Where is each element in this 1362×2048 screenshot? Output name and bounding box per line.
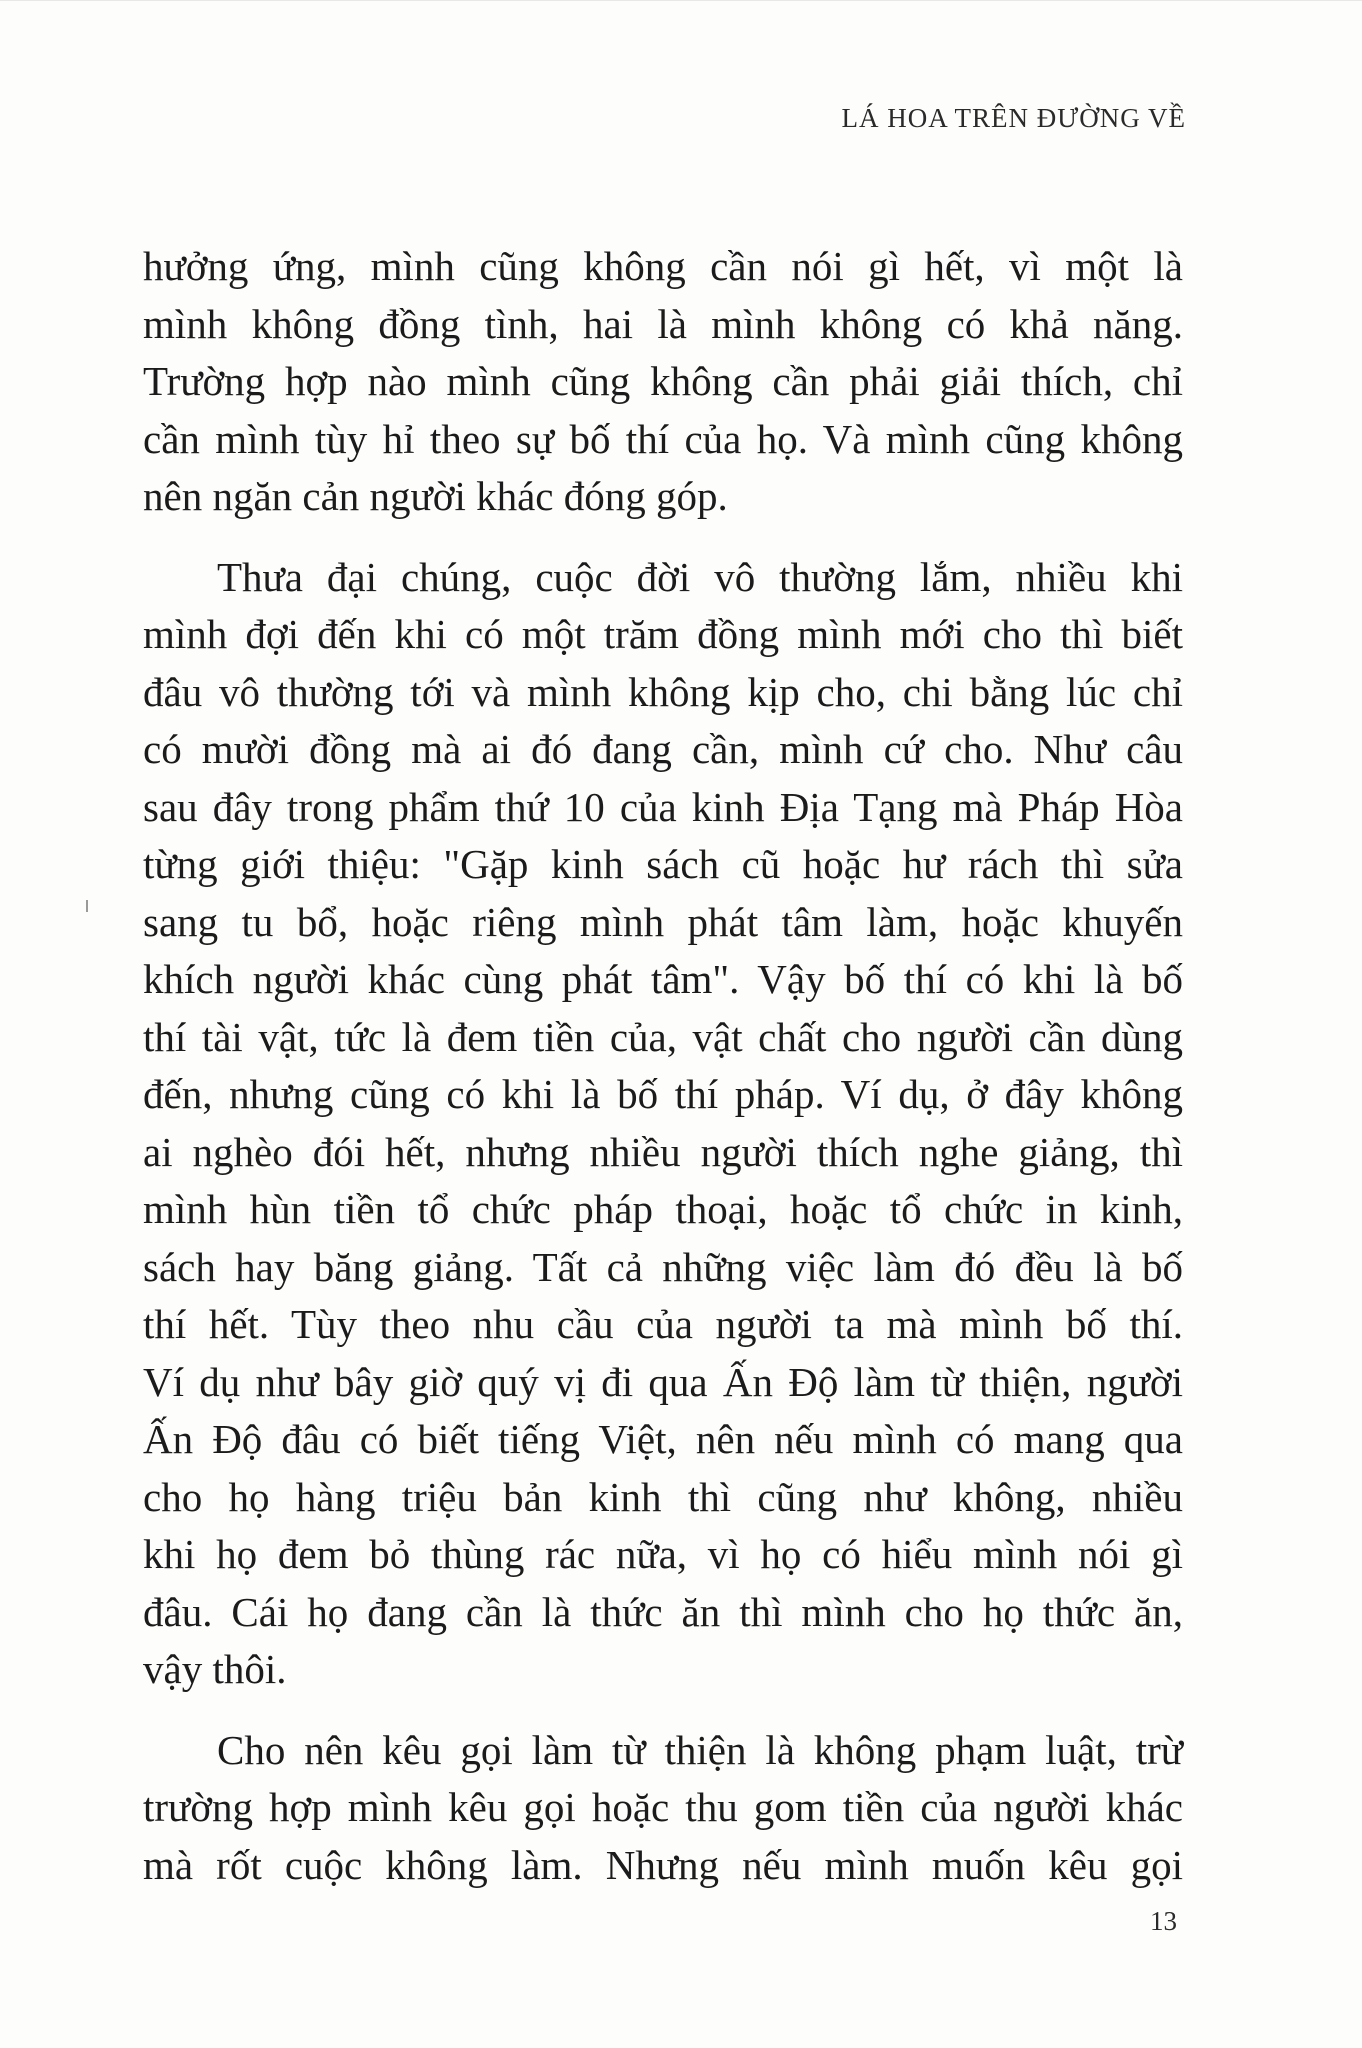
text-line: Thưa đại chúng, cuộc đời vô thường lắm, nhiều khi: [217, 553, 1183, 600]
text-line: nên ngăn cản người khác đóng góp.: [143, 473, 728, 519]
page-number: 13: [1150, 1906, 1177, 1936]
text-line: cho họ hàng triệu bản kinh thì cũng như không, nhiều: [143, 1473, 1183, 1520]
text-line: đâu vô thường tới và mình không kịp cho, chi bằng lúc chỉ: [143, 668, 1183, 715]
text-line: Cho nên kêu gọi làm từ thiện là không phạm luật, trừ: [217, 1726, 1183, 1773]
text-line: Trường hợp nào mình cũng không cần phải giải thích, chỉ: [143, 358, 1183, 404]
text-line: thí hết. Tùy theo nhu cầu của người ta mà mình bố thí.: [143, 1301, 1183, 1347]
paragraph-2: [143, 549, 1183, 1699]
body-text: [143, 238, 1183, 1917]
text-line: mình không đồng tình, hai là mình không có khả năng.: [143, 300, 1183, 347]
text-line: trường hợp mình kêu gọi hoặc thu gom tiền của người khác: [143, 1784, 1183, 1830]
paragraph-3: [143, 1722, 1183, 1895]
text-line: khi họ đem bỏ thùng rác nữa, vì họ có hiểu mình nói gì: [143, 1531, 1183, 1577]
text-line: ai nghèo đói hết, nhưng nhiều người thích nghe giảng, thì: [143, 1128, 1183, 1175]
paragraph-1: [143, 238, 1183, 526]
text-line: Ví dụ như bây giờ quý vị đi qua Ấn Độ làm từ thiện, người: [143, 1358, 1183, 1405]
page-top-edge: [0, 0, 1362, 15]
text-line: có mười đồng mà ai đó đang cần, mình cứ cho. Như câu: [143, 726, 1183, 772]
running-header-title: LÁ HOA TRÊN ĐƯỜNG VỀ: [841, 103, 1186, 133]
text-line: từng giới thiệu: "Gặp kinh sách cũ hoặc hư rách thì sửa: [143, 841, 1183, 887]
text-line: đến, nhưng cũng có khi là bố thí pháp. Ví dụ, ở đây không: [143, 1071, 1183, 1117]
text-line: vậy thôi.: [143, 1646, 287, 1692]
text-line: sau đây trong phẩm thứ 10 của kinh Địa Tạng mà Pháp Hòa: [143, 783, 1183, 830]
text-line: mình hùn tiền tổ chức pháp thoại, hoặc tổ chức in kinh,: [143, 1186, 1183, 1232]
text-line: cần mình tùy hỉ theo sự bố thí của họ. Và mình cũng không: [143, 415, 1183, 462]
text-line: đâu. Cái họ đang cần là thức ăn thì mình cho họ thức ăn,: [143, 1588, 1183, 1635]
text-line: sang tu bổ, hoặc riêng mình phát tâm làm, hoặc khuyến: [143, 898, 1183, 945]
text-line: hưởng ứng, mình cũng không cần nói gì hết, vì một là: [143, 243, 1183, 289]
text-line: mình đợi đến khi có một trăm đồng mình mới cho thì biết: [143, 611, 1183, 657]
text-line: mà rốt cuộc không làm. Nhưng nếu mình muốn kêu gọi: [143, 1841, 1183, 1888]
scan-speck: [86, 900, 88, 912]
text-line: Ấn Độ đâu có biết tiếng Việt, nên nếu mình có mang qua: [143, 1416, 1183, 1462]
text-line: thí tài vật, tức là đem tiền của, vật chất cho người cần dùng: [143, 1013, 1183, 1060]
text-line: khích người khác cùng phát tâm". Vậy bố thí có khi là bố: [143, 956, 1183, 1002]
text-line: sách hay băng giảng. Tất cả những việc làm đó đều là bố: [143, 1243, 1183, 1290]
